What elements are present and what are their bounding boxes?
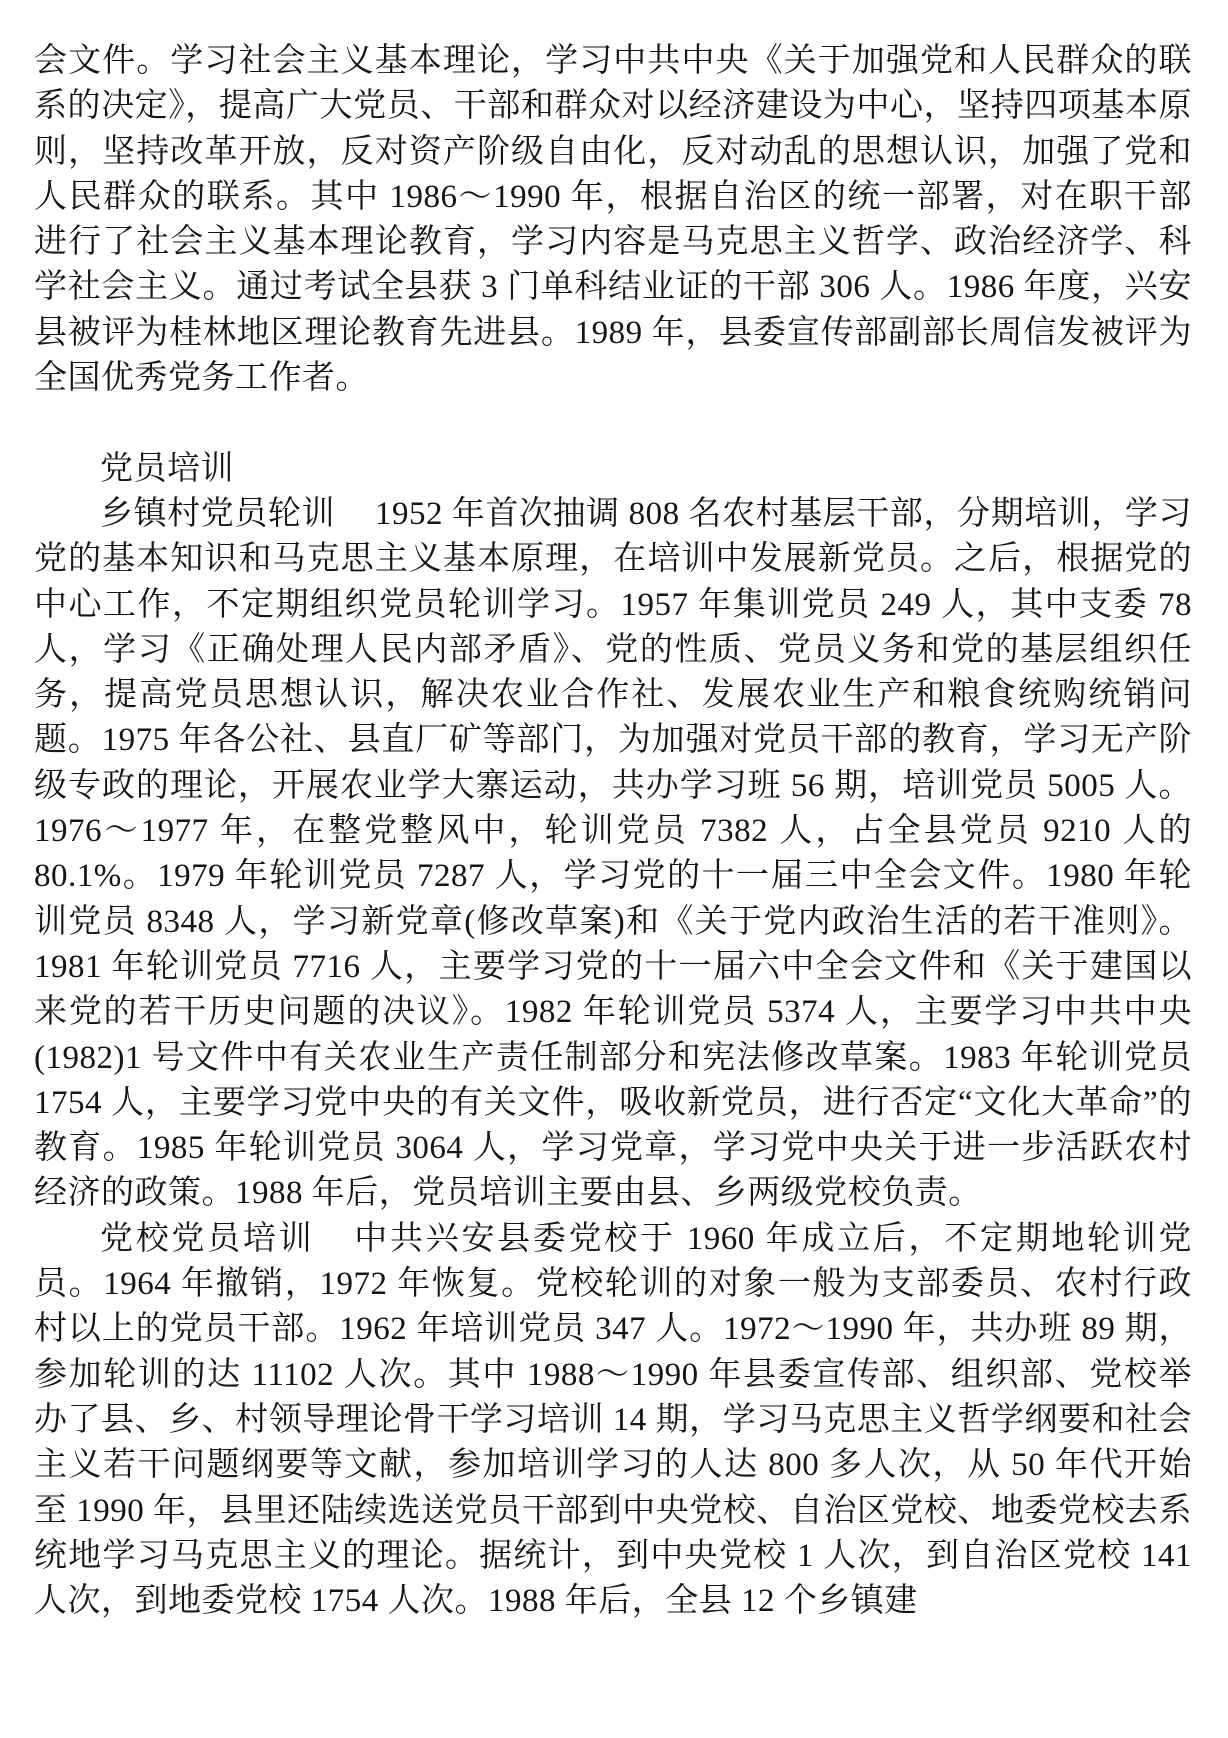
paragraph (34, 492, 1192, 1217)
paragraph-text: 1952 年首次抽调 808 名农村基层干部，分期培训，学习党的基本知识和马克思主义基本原理，在培训中发展新党员。之后，根据党的中心工作，不定期组织党员轮训学习。1957 年集训党员 249 人，其中支委 78 人，学习《正确处理人民内部矛盾》、党的性质、党员义务和党的基层组织任务，提高党员思想认识，解决农业合作社、发展农业生产和粮食统购统销问题。1975 年各公社、县直厂矿等部门，为加强对党员干部的教育，学习无产阶级专政的理论，开展农业学大寨运动，共办学习班 56 期，培训党员 5005 人。1976～1977 年，在整党整风中，轮训党员 7382 人，占全县党员 9210 人的 80.1%。1979 年轮训党员 7287 人，学习党的十一届三中全会文件。1980 年轮训党员 8348 人，学习新党章(修改草案)和《关于党内政治生活的若干准则》。1981 年轮训党员 7716 人，主要学习党的十一届六中全会文件和《关于建国以来党的若干历史问题的决议》。1982 年轮训党员 5374 人，主要学习中共中央(1982)1 号文件中有关农业生产责任制部分和宪法修改草案。1983 年轮训党员 1754 人，主要学习党中央的有关文件，吸收新党员，进行否定“文化大革命”的教育。1985 年轮训党员 3064 人，学习党章，学习党中央关于进一步活跃农村经济的政策。1988 年后，党员培训主要由县、乡两级党校负责。 (34, 495, 1193, 1212)
entry-term: 党校党员培训 (100, 1220, 315, 1257)
document-text-block (34, 39, 1192, 1624)
section-heading (34, 447, 1192, 492)
entry-term: 乡镇村党员轮训 (100, 495, 336, 532)
paragraph (34, 1217, 1192, 1625)
paragraph-text: 中共兴安县委党校于 1960 年成立后，不定期地轮训党员。1964 年撤销，1972 年恢复。党校轮训的对象一般为支部委员、农村行政村以上的党员干部。1962 年培训党员 347 人。1972～1990 年，共办班 89 期，参加轮训的达 11102 人次。其中 1988～1990 年县委宣传部、组织部、党校举办了县、乡、村领导理论骨干学习培训 14 期，学习马克思主义哲学纲要和社会主义若干问题纲要等文献，参加培训学习的人达 800 多人次，从 50 年代开始至 1990 年，县里还陆续选送党员干部到中央党校、自治区党校、地委党校去系统地学习马克思主义的理论。据统计，到中央党校 1 人次，到自治区党校 141 人次，到地委党校 1754 人次。1988 年后，全县 12 个乡镇建 (34, 1220, 1193, 1620)
section-heading-text: 党员培训 (100, 450, 234, 487)
paragraph-text: 会文件。学习社会主义基本理论，学习中共中央《关于加强党和人民群众的联系的决定》，提高广大党员、干部和群众对以经济建设为中心，坚持四项基本原则，坚持改革开放，反对资产阶级自由化，反对动乱的思想认识，加强了党和人民群众的联系。其中 1986～1990 年，根据自治区的统一部署，对在职干部进行了社会主义基本理论教育，学习内容是马克思主义哲学、政治经济学、科学社会主义。通过考试全县获 3 门单科结业证的干部 306 人。1986 年度，兴安县被评为桂林地区理论教育先进县。1989 年，县委宣传部副部长周信发被评为全国优秀党务工作者。 (34, 43, 1192, 397)
blank-line (34, 401, 1192, 446)
paragraph (34, 39, 1192, 401)
